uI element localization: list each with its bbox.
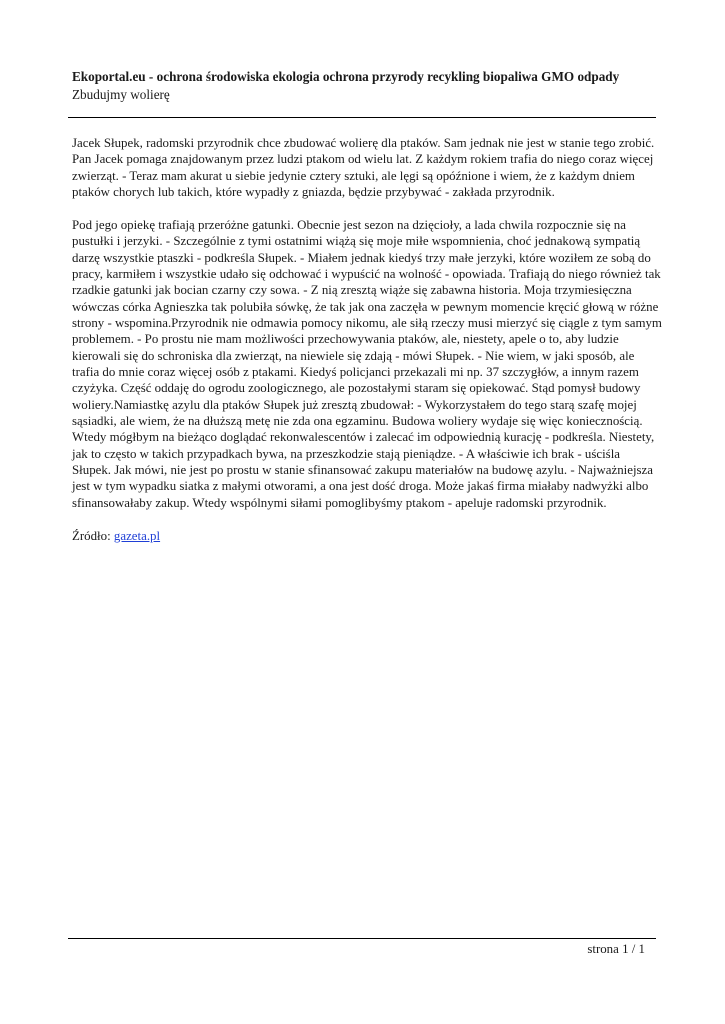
article-paragraph-2: Pod jego opiekę trafiają przeróżne gatunki. Obecnie jest sezon na dzięcioły, a lada chwila rozpocznie się na pustułki i jerzyki. - Szczególnie z tymi ostatnimi wiążą się moje miłe wspomnienia, choć jednakową sympatią darzę wszystkie ptaszki - podkreśla Słupek. - Miałem jednak kiedyś trzy małe jerzyki, które woziłem ze sobą do pracy, karmiłem i wszystkie udało się odchować i wypuścić na wolność - opowiada. Trafiają do niego również tak rzadkie gatunki jak bocian czarny czy sowa. - Z nią zresztą wiąże się zabawna historia. Moja trzymiesięczna wówczas córka Agnieszka tak polubiła sówkę, że tak jak ona zaczęła w pewnym momencie kręcić głową w różne strony - wspomina.Przyrodnik nie odmawia pomocy nikomu, ale siłą rzeczy musi mierzyć się ciągle z tym samym problemem. - Po prostu nie mam możliwości przechowywania ptaków, ale, niestety, apele o to, aby ludzie kierowali się do schroniska dla zwierząt, na niewiele się zdają - mówi Słupek. - Nie wiem, w jaki sposób, ale trafia do mnie coraz więcej osób z ptakami. Kiedyś policjanci przekazali mi np. 37 szczygłów, a innym razem czyżyka. Część oddaję do ogrodu zoologicznego, ale pozostałymi staram się opiekować. Stąd pomysł budowy woliery.Namiastkę azylu dla ptaków Słupek już zresztą zbudował: - Wykorzystałem do tego starą szafę mojej sąsiadki, ale wiem, że na dłuższą metę nie zda ona egzaminu. Budowa woliery wydaje się więc koniecznością. Wtedy mógłbym na bieżąco doglądać rekonwalescentów i zalecać im odpowiednią kurację - podkreśla. Niestety, jak to często w takich przypadkach bywa, na przeszkodzie stają pieniądze. - A właściwie ich brak - uściśla Słupek. Jak mówi, nie jest po prostu w stanie sfinansować zakupu materiałów na budowę azylu. - Najważniejsza jest w tym wypadku siatka z małymi otworami, a ona jest dość droga. Może jakaś firma miałaby nadwyżki albo sfinansowałaby zakup. Wtedy wspólnymi siłami pomoglibyśmy ptakom - apeluje radomski przyrodnik.	[72, 217, 662, 510]
article-paragraph-1: Jacek Słupek, radomski przyrodnik chce zbudować wolierę dla ptaków. Sam jednak nie jest w stanie tego zrobić. Pan Jacek pomaga znajdowanym przez ludzi ptakom od wielu lat. Z każdym rokiem trafia do niego coraz więcej zwierząt. - Teraz mam akurat u siebie jedynie cztery sztuki, ale lęgi są opóźnione i wiem, że z każdym dniem ptaków chorych lub takich, które wypadły z gniazda, będzie przybywać - zakłada przyrodnik.	[72, 136, 655, 200]
header-divider	[68, 117, 656, 118]
document-header	[72, 69, 657, 103]
site-title: Ekoportal.eu - ochrona środowiska ekologia ochrona przyrody recykling biopaliwa GMO odpady	[72, 69, 620, 84]
footer-divider	[68, 938, 656, 939]
source-line	[72, 528, 662, 544]
page-number: strona 1 / 1	[587, 942, 645, 956]
source-link[interactable]: gazeta.pl	[113, 528, 161, 543]
article-body	[72, 135, 662, 560]
source-label: Źródło:	[72, 528, 111, 543]
article-title: Zbudujmy wolierę	[72, 87, 170, 102]
